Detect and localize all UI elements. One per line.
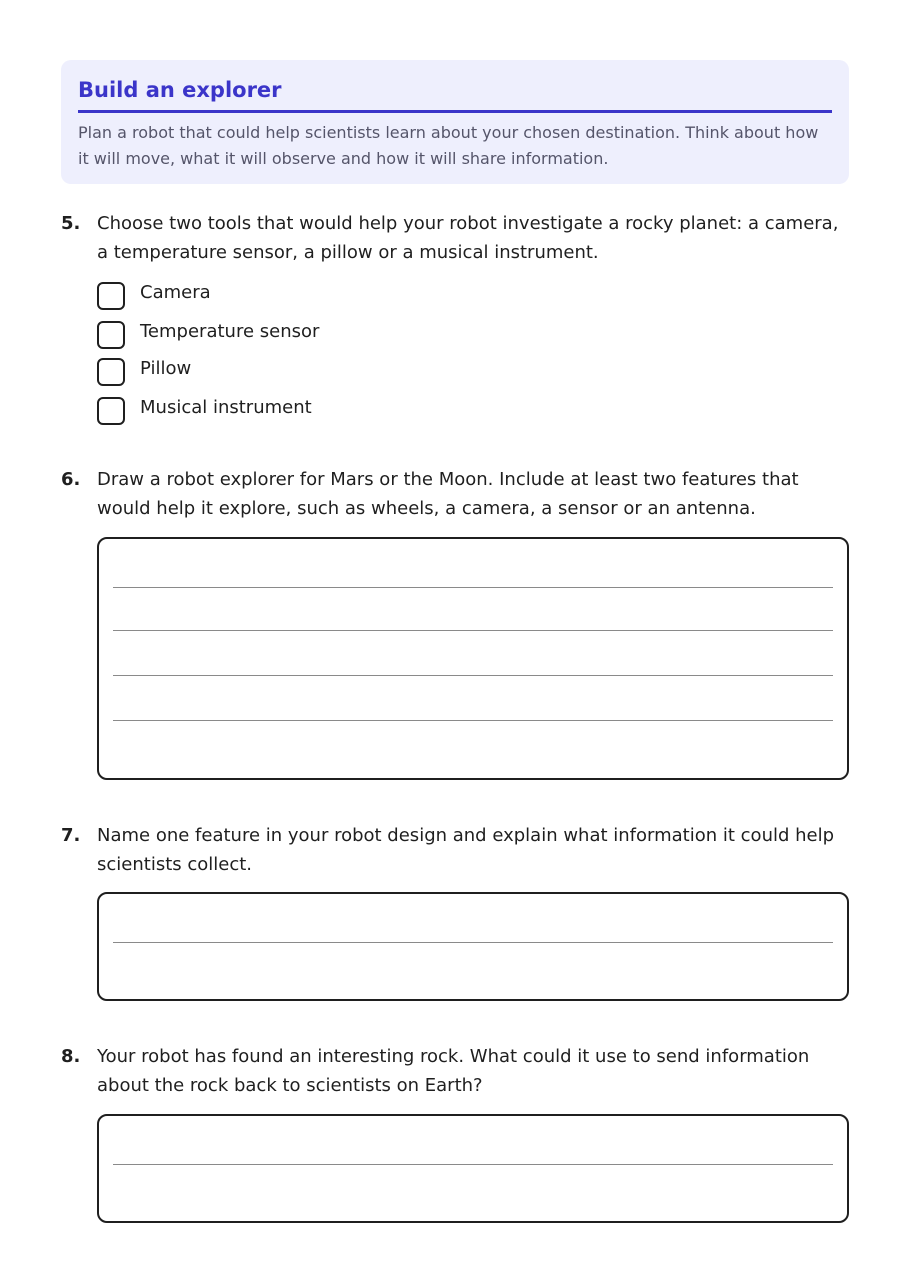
answer-box-q8[interactable]: [97, 1114, 849, 1223]
answer-line: [113, 720, 833, 721]
question-7: [61, 821, 851, 879]
option-label: Musical instrument: [140, 397, 312, 418]
question-6: [61, 465, 851, 523]
option-label: Pillow: [140, 358, 192, 379]
question-text: Name one feature in your robot design and explain what information it could help scientists collect.: [97, 825, 835, 875]
intro-text: Plan a robot that could help scientists learn about your chosen destination. Think about how it will move, what it will observe and how it will share information.: [78, 123, 819, 168]
answer-line: [113, 675, 833, 676]
question-text: Draw a robot explorer for Mars or the Moon. Include at least two features that would help it explore, such as wheels, a camera, a sensor or an antenna.: [97, 469, 799, 519]
option-label: Temperature sensor: [140, 321, 320, 342]
answer-line: [113, 1164, 833, 1165]
question-text: Your robot has found an interesting rock. What could it use to send information about the rock back to scientists on Earth?: [97, 1046, 810, 1096]
question-8: [61, 1042, 851, 1100]
answer-line: [113, 630, 833, 631]
checkbox[interactable]: [97, 321, 125, 349]
question-number: 6.: [61, 469, 81, 490]
intro-panel: [61, 60, 849, 184]
answer-box-drawing[interactable]: [97, 537, 849, 780]
option-label: Camera: [140, 282, 211, 303]
answer-line: [113, 942, 833, 943]
question-number: 8.: [61, 1046, 81, 1067]
answer-box-q7[interactable]: [97, 892, 849, 1001]
checkbox[interactable]: [97, 397, 125, 425]
checkbox[interactable]: [97, 358, 125, 386]
question-5: [61, 209, 851, 267]
checkbox[interactable]: [97, 282, 125, 310]
answer-line: [113, 587, 833, 588]
intro-title: Build an explorer: [78, 77, 832, 113]
question-number: 5.: [61, 213, 81, 234]
question-text: Choose two tools that would help your robot investigate a rocky planet: a camera, a temperature sensor, a pillow or a musical instrument.: [97, 213, 839, 263]
question-number: 7.: [61, 825, 81, 846]
